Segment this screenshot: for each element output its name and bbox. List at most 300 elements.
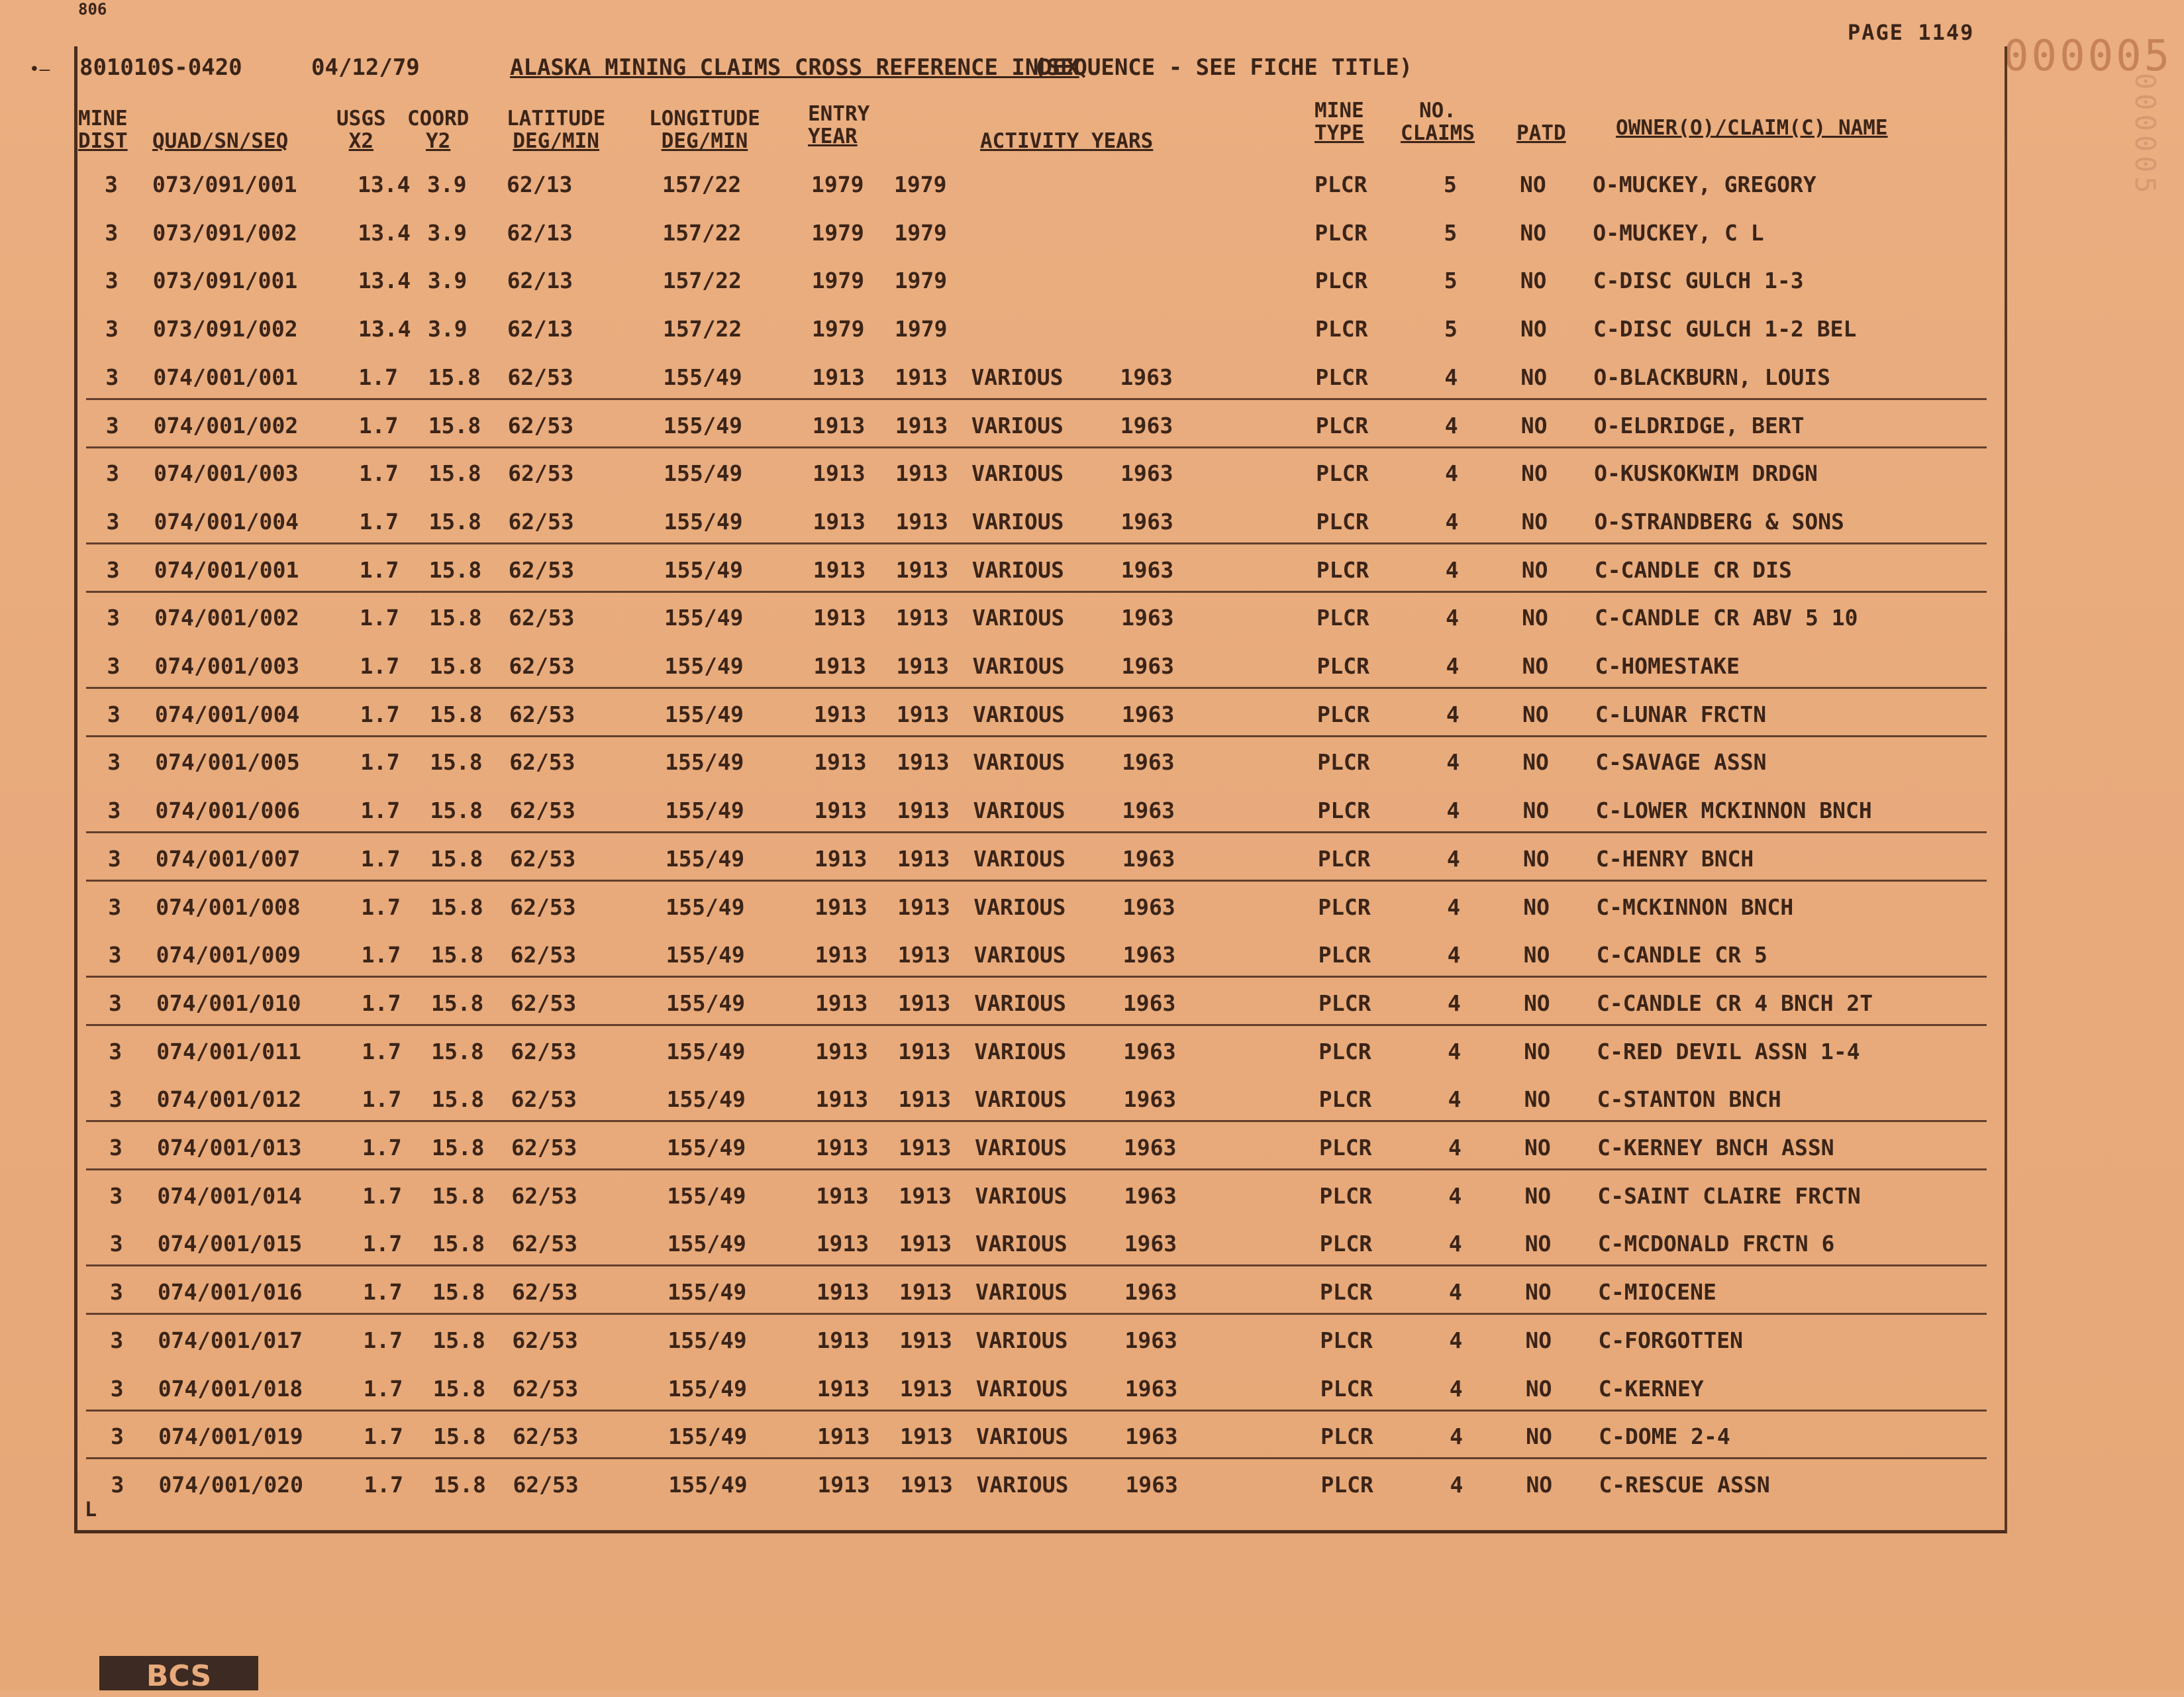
cell-entry: 1913: [813, 701, 867, 727]
cell-patd: NO: [1521, 556, 1548, 583]
row-rule: [86, 446, 1987, 448]
cell-entry: 1913: [815, 1086, 869, 1113]
cell-dist: 3: [105, 364, 119, 390]
cell-act2: VARIOUS: [975, 1231, 1067, 1257]
table-row: [79, 740, 1987, 786]
cell-y2: 15.8: [428, 364, 481, 390]
cell-name: C-DOME 2-4: [1599, 1423, 1730, 1450]
cell-dist: 3: [105, 219, 119, 246]
cell-name: C-DISC GULCH 1-2 BEL: [1593, 316, 1857, 342]
cell-claims: 4: [1444, 412, 1458, 438]
row-rule: [86, 591, 1987, 593]
cell-dist: 3: [110, 1375, 124, 1402]
cell-patd: NO: [1523, 942, 1550, 968]
cell-y2: 15.8: [432, 1327, 485, 1353]
cell-type: PLCR: [1315, 172, 1367, 197]
table-row: [79, 1174, 1987, 1220]
cell-act3: 1963: [1120, 460, 1173, 487]
cell-lon: 155/49: [666, 894, 745, 920]
cell-type: PLCR: [1320, 1471, 1373, 1498]
cell-act2: VARIOUS: [971, 364, 1064, 390]
cell-quad: 074/001/012: [156, 1086, 302, 1113]
cell-entry: 1979: [811, 172, 864, 197]
cell-name: C-HOMESTAKE: [1595, 653, 1740, 679]
cell-dist: 3: [105, 268, 119, 294]
cell-patd: NO: [1520, 268, 1547, 294]
cell-y2: 15.8: [432, 1375, 486, 1402]
cell-name: C-RED DEVIL ASSN 1-4: [1597, 1038, 1860, 1064]
cell-lat: 62/53: [509, 797, 575, 824]
cell-act2: VARIOUS: [974, 1038, 1067, 1064]
cell-name: C-LUNAR FRCTN: [1595, 701, 1767, 727]
cell-lat: 62/53: [511, 1086, 577, 1113]
cell-name: C-SAINT CLAIRE FRCTN: [1597, 1182, 1861, 1209]
cell-patd: NO: [1526, 1423, 1552, 1450]
cell-x2: 1.7: [360, 845, 401, 872]
cell-quad: 074/001/005: [155, 749, 300, 776]
cell-patd: NO: [1524, 1086, 1551, 1113]
cell-patd: NO: [1525, 1375, 1552, 1402]
corner-mark: L: [85, 1498, 97, 1521]
cell-act3: 1963: [1124, 1279, 1177, 1306]
table-row: [79, 981, 1987, 1027]
cell-act1: 1979: [895, 316, 948, 342]
col-quad: QUAD/SN/SEQ: [152, 129, 289, 153]
cell-dist: 3: [105, 412, 119, 438]
cell-y2: 15.8: [432, 1182, 485, 1209]
cell-name: C-KERNEY: [1598, 1375, 1704, 1402]
cell-act2: VARIOUS: [972, 701, 1065, 727]
col-usgs: USGS X2: [336, 107, 386, 153]
cell-act3: 1963: [1125, 1423, 1178, 1450]
cell-act2: VARIOUS: [973, 797, 1066, 824]
cell-claims: 4: [1450, 1423, 1463, 1450]
cell-name: O-STRANDBERG & SONS: [1594, 508, 1844, 535]
cell-entry: 1913: [814, 845, 868, 872]
cell-act1: 1913: [899, 1279, 952, 1306]
cell-quad: 074/001/004: [154, 508, 299, 535]
cell-act3: 1963: [1121, 605, 1174, 631]
cell-act3: 1963: [1125, 1471, 1178, 1498]
cell-act1: 1913: [899, 1231, 952, 1257]
cell-y2: 3.9: [427, 219, 467, 246]
cell-lon: 155/49: [668, 1423, 748, 1450]
cell-x2: 1.7: [359, 508, 399, 535]
cell-lon: 155/49: [664, 460, 743, 487]
cell-act3: 1963: [1120, 412, 1173, 438]
cell-entry: 1913: [815, 894, 868, 920]
cell-act3: 1963: [1122, 942, 1176, 968]
row-rule: [86, 542, 1987, 544]
cell-type: PLCR: [1319, 1182, 1372, 1209]
cell-entry: 1913: [813, 556, 866, 583]
table-row: [79, 1125, 1987, 1172]
cell-claims: 4: [1449, 1279, 1462, 1306]
cell-y2: 15.8: [430, 749, 483, 776]
cell-lon: 155/49: [668, 1471, 748, 1498]
sequence-note: (SEQUENCE - SEE FICHE TITLE): [1033, 54, 1413, 81]
col-coord: COORD Y2: [407, 107, 470, 153]
cell-x2: 1.7: [363, 1279, 403, 1306]
cell-lon: 155/49: [667, 1182, 746, 1209]
cell-y2: 15.8: [433, 1471, 486, 1498]
top-mark: 806: [78, 0, 107, 19]
cell-y2: 15.8: [433, 1423, 486, 1450]
cell-dist: 3: [109, 1182, 123, 1209]
table-row: [79, 933, 1987, 979]
page-number: PAGE 1149: [1848, 20, 1975, 45]
cell-x2: 1.7: [359, 460, 399, 487]
cell-name: C-MCDONALD FRCTN 6: [1597, 1231, 1835, 1257]
cell-type: PLCR: [1316, 701, 1370, 727]
cell-lat: 62/53: [509, 845, 576, 872]
cell-act1: 1913: [895, 412, 948, 438]
cell-lon: 155/49: [667, 1231, 746, 1257]
cell-lon: 155/49: [666, 1086, 746, 1113]
cell-patd: NO: [1522, 701, 1549, 727]
cell-lon: 155/49: [667, 1135, 746, 1160]
cell-name: O-MUCKEY, C L: [1593, 219, 1764, 246]
cell-patd: NO: [1522, 797, 1550, 824]
cell-x2: 1.7: [362, 1038, 401, 1064]
cell-name: C-STANTON BNCH: [1597, 1086, 1781, 1113]
cell-dist: 3: [109, 1135, 123, 1160]
cell-lon: 155/49: [665, 797, 744, 824]
cell-quad: 074/001/011: [156, 1038, 301, 1064]
cell-y2: 15.8: [428, 460, 481, 487]
cell-lat: 62/53: [510, 894, 576, 920]
cell-x2: 1.7: [362, 1135, 402, 1160]
cell-entry: 1979: [811, 219, 864, 246]
table-row: [79, 1318, 1987, 1364]
cell-lat: 62/53: [513, 1471, 579, 1498]
cell-name: O-ELDRIDGE, BERT: [1593, 412, 1805, 438]
cell-quad: 074/001/014: [157, 1182, 302, 1209]
cell-patd: NO: [1523, 894, 1550, 920]
cell-lon: 155/49: [665, 845, 745, 872]
table-row: [79, 1221, 1987, 1268]
cell-lat: 62/53: [509, 605, 575, 631]
cell-x2: 1.7: [363, 1375, 403, 1402]
cell-y2: 15.8: [430, 942, 484, 968]
cell-claims: 4: [1450, 1471, 1464, 1498]
cell-quad: 074/001/015: [157, 1231, 303, 1257]
table-row: [79, 403, 1987, 450]
cell-x2: 1.7: [362, 1086, 402, 1113]
cell-lon: 155/49: [666, 990, 746, 1016]
table-row: [79, 258, 1987, 305]
cell-patd: NO: [1525, 1327, 1552, 1353]
cell-quad: 074/001/017: [158, 1327, 303, 1353]
cell-lat: 62/13: [507, 219, 573, 246]
cell-x2: 1.7: [360, 701, 400, 727]
row-rule: [86, 831, 1987, 833]
cell-act1: 1913: [897, 845, 950, 872]
cell-entry: 1979: [812, 316, 865, 342]
cell-act1: 1979: [894, 219, 947, 246]
cell-quad: 073/091/002: [153, 316, 298, 342]
cell-act2: VARIOUS: [973, 942, 1066, 968]
cell-lat: 62/53: [507, 364, 573, 390]
cell-entry: 1913: [813, 460, 866, 487]
col-patd: PATD: [1516, 121, 1566, 145]
cell-act1: 1913: [895, 556, 949, 583]
cell-dist: 3: [107, 749, 121, 776]
cell-type: PLCR: [1318, 894, 1371, 920]
table-row: [79, 548, 1987, 594]
cell-act3: 1963: [1122, 797, 1175, 824]
cell-patd: NO: [1525, 1279, 1552, 1306]
col-entry-year: ENTRY YEAR: [808, 102, 870, 148]
cell-lat: 62/53: [507, 412, 574, 438]
cell-claims: 4: [1445, 556, 1459, 583]
cell-dist: 3: [108, 990, 122, 1016]
row-rule: [86, 1410, 1987, 1412]
row-rule: [86, 880, 1987, 882]
cell-quad: 074/001/019: [158, 1423, 303, 1450]
cell-lon: 155/49: [664, 701, 744, 727]
table-row: [79, 1366, 1987, 1413]
cell-x2: 1.7: [358, 412, 399, 438]
cell-entry: 1913: [816, 1182, 869, 1209]
cell-act2: VARIOUS: [971, 508, 1064, 535]
cell-entry: 1913: [813, 605, 866, 631]
cell-lon: 155/49: [668, 1375, 747, 1402]
cell-act1: 1913: [899, 1182, 952, 1209]
cell-x2: 1.7: [361, 942, 401, 968]
cell-patd: NO: [1522, 845, 1550, 872]
cell-dist: 3: [108, 942, 122, 968]
cell-type: PLCR: [1317, 797, 1371, 824]
cell-entry: 1913: [817, 1471, 870, 1498]
cell-claims: 4: [1445, 508, 1459, 535]
cell-claims: 4: [1446, 845, 1460, 872]
col-no-claims: NO. CLAIMS: [1401, 99, 1475, 145]
cell-patd: NO: [1522, 749, 1549, 776]
cell-x2: 1.7: [359, 556, 399, 583]
cell-lat: 62/53: [510, 990, 577, 1016]
cell-type: PLCR: [1315, 219, 1367, 246]
cell-type: PLCR: [1316, 653, 1369, 679]
cell-y2: 15.8: [429, 701, 483, 727]
cell-y2: 15.8: [432, 1231, 485, 1257]
cell-act1: 1913: [896, 701, 950, 727]
table-row: [79, 595, 1987, 642]
cell-quad: 073/091/001: [152, 172, 297, 197]
cell-name: C-DISC GULCH 1-3: [1593, 268, 1804, 294]
cell-act2: VARIOUS: [974, 1086, 1067, 1113]
cell-type: PLCR: [1320, 1423, 1373, 1450]
cell-dist: 3: [109, 1231, 123, 1257]
cell-name: C-MCKINNON BNCH: [1596, 894, 1794, 920]
cell-entry: 1913: [815, 990, 868, 1016]
fiche-stamp: 000005: [2003, 32, 2173, 81]
cell-y2: 15.8: [428, 508, 481, 535]
cell-name: C-LOWER MCKINNON BNCH: [1595, 797, 1872, 824]
table-row: [79, 307, 1987, 353]
cell-y2: 15.8: [430, 845, 483, 872]
cell-act1: 1913: [896, 653, 949, 679]
cell-act1: 1913: [895, 460, 948, 487]
cell-lat: 62/53: [509, 653, 575, 679]
cell-name: C-RESCUE ASSN: [1599, 1471, 1770, 1498]
cell-quad: 074/001/001: [153, 364, 298, 390]
cell-lat: 62/53: [511, 1231, 578, 1257]
cell-claims: 4: [1446, 653, 1460, 679]
cell-act1: 1913: [897, 942, 951, 968]
cell-x2: 1.7: [360, 653, 400, 679]
cell-quad: 074/001/006: [155, 797, 301, 824]
cell-x2: 1.7: [360, 605, 399, 631]
cell-claims: 4: [1449, 1375, 1463, 1402]
cell-act3: 1963: [1124, 1375, 1178, 1402]
table-row: [79, 1463, 1987, 1509]
cell-dist: 3: [111, 1471, 124, 1498]
cell-patd: NO: [1520, 172, 1546, 197]
cell-type: PLCR: [1315, 412, 1369, 438]
cell-lon: 155/49: [664, 605, 744, 631]
cell-act1: 1979: [894, 268, 948, 294]
cell-act1: 1913: [895, 364, 948, 390]
cell-act3: 1963: [1123, 1086, 1177, 1113]
cell-entry: 1913: [815, 1038, 868, 1064]
cell-act3: 1963: [1120, 508, 1173, 535]
cell-claims: 4: [1447, 990, 1461, 1016]
cell-act1: 1913: [899, 1375, 953, 1402]
cell-act1: 1913: [899, 1135, 952, 1160]
cell-patd: NO: [1520, 364, 1548, 390]
cell-act2: VARIOUS: [973, 845, 1066, 872]
cell-dist: 3: [107, 605, 121, 631]
cell-dist: 3: [107, 797, 121, 824]
cell-act1: 1913: [897, 894, 950, 920]
cell-lon: 155/49: [663, 412, 742, 438]
col-activity-years: ACTIVITY YEARS: [980, 129, 1154, 153]
cell-name: C-FORGOTTEN: [1598, 1327, 1743, 1353]
cell-dist: 3: [107, 701, 121, 727]
row-rule: [86, 1024, 1987, 1026]
cell-claims: 4: [1448, 1086, 1462, 1113]
cell-type: PLCR: [1316, 508, 1369, 535]
cell-claims: 4: [1446, 749, 1460, 776]
cell-type: PLCR: [1320, 1279, 1373, 1306]
cell-lon: 155/49: [664, 556, 744, 583]
cell-patd: NO: [1522, 605, 1548, 631]
cell-y2: 15.8: [429, 605, 482, 631]
cell-claims: 4: [1444, 364, 1458, 390]
cell-entry: 1913: [812, 412, 866, 438]
cell-type: PLCR: [1316, 460, 1369, 487]
cell-entry: 1979: [811, 268, 865, 294]
table-row: [79, 1414, 1987, 1461]
row-rule: [86, 687, 1987, 689]
cell-name: O-MUCKEY, GREGORY: [1593, 172, 1816, 197]
cell-lat: 62/13: [507, 268, 573, 294]
cell-y2: 3.9: [428, 316, 468, 342]
cell-type: PLCR: [1315, 268, 1368, 294]
cell-x2: 1.7: [361, 990, 401, 1016]
cell-claims: 5: [1444, 172, 1457, 197]
cell-type: PLCR: [1315, 364, 1368, 390]
cell-lat: 62/53: [512, 1279, 578, 1306]
cell-act3: 1963: [1120, 556, 1174, 583]
cell-lat: 62/53: [513, 1423, 579, 1450]
cell-y2: 3.9: [427, 268, 468, 294]
col-longitude: LONGITUDE DEG/MIN: [649, 107, 760, 153]
table-row: [79, 451, 1987, 497]
cell-y2: 3.9: [427, 172, 467, 197]
cell-quad: 074/001/003: [154, 653, 300, 679]
cell-dist: 3: [105, 316, 119, 342]
cell-dist: 3: [110, 1279, 123, 1306]
cell-act2: VARIOUS: [971, 412, 1064, 438]
cell-act3: 1963: [1123, 1038, 1176, 1064]
margin-tick: •‒: [29, 60, 50, 79]
cell-act2: VARIOUS: [976, 1471, 1069, 1498]
cell-act1: 1913: [897, 797, 950, 824]
cell-dist: 3: [108, 894, 122, 920]
cell-dist: 3: [105, 172, 118, 197]
cell-act2: VARIOUS: [975, 1279, 1068, 1306]
cell-y2: 15.8: [429, 653, 482, 679]
cell-dist: 3: [109, 1086, 123, 1113]
cell-x2: 13.4: [358, 316, 411, 342]
cell-type: PLCR: [1316, 605, 1369, 631]
table-row: [79, 788, 1987, 835]
cell-x2: 1.7: [364, 1423, 403, 1450]
cell-claims: 4: [1446, 605, 1460, 631]
cell-lon: 157/22: [662, 172, 742, 197]
cell-x2: 13.4: [358, 268, 411, 294]
cell-quad: 074/001/018: [158, 1375, 303, 1402]
cell-x2: 1.7: [363, 1327, 403, 1353]
row-rule: [86, 1457, 1987, 1459]
cell-claims: 4: [1448, 1038, 1462, 1064]
cell-act1: 1913: [895, 508, 948, 535]
cell-act2: VARIOUS: [975, 1375, 1068, 1402]
cell-act1: 1979: [894, 172, 947, 197]
cell-entry: 1913: [817, 1279, 869, 1306]
cell-claims: 4: [1446, 701, 1460, 727]
cell-entry: 1913: [815, 942, 868, 968]
cell-name: O-BLACKBURN, LOUIS: [1593, 364, 1831, 390]
table-row: [79, 162, 1987, 209]
cell-act1: 1913: [900, 1471, 953, 1498]
fiche-stamp-ghost: 000005: [2129, 73, 2161, 197]
cell-y2: 15.8: [430, 990, 484, 1016]
col-latitude: LATITUDE DEG/MIN: [507, 107, 606, 153]
cell-y2: 15.8: [432, 1279, 485, 1306]
cell-patd: NO: [1524, 1182, 1552, 1209]
cell-lat: 62/53: [508, 460, 574, 487]
cell-lon: 155/49: [665, 749, 744, 776]
cell-quad: 074/001/009: [156, 942, 301, 968]
cell-act2: VARIOUS: [975, 1327, 1068, 1353]
cell-y2: 15.8: [430, 894, 483, 920]
cell-quad: 074/001/010: [156, 990, 301, 1016]
row-rule: [86, 976, 1987, 978]
cell-lon: 155/49: [663, 364, 742, 390]
cell-quad: 074/001/007: [155, 845, 301, 872]
cell-lat: 62/53: [508, 556, 575, 583]
cell-y2: 15.8: [428, 412, 481, 438]
cell-lon: 155/49: [666, 1038, 746, 1064]
cell-lat: 62/13: [507, 316, 573, 342]
cell-patd: NO: [1520, 316, 1547, 342]
table-row: [79, 692, 1987, 739]
cell-quad: 074/001/003: [154, 460, 299, 487]
cell-type: PLCR: [1315, 316, 1368, 342]
